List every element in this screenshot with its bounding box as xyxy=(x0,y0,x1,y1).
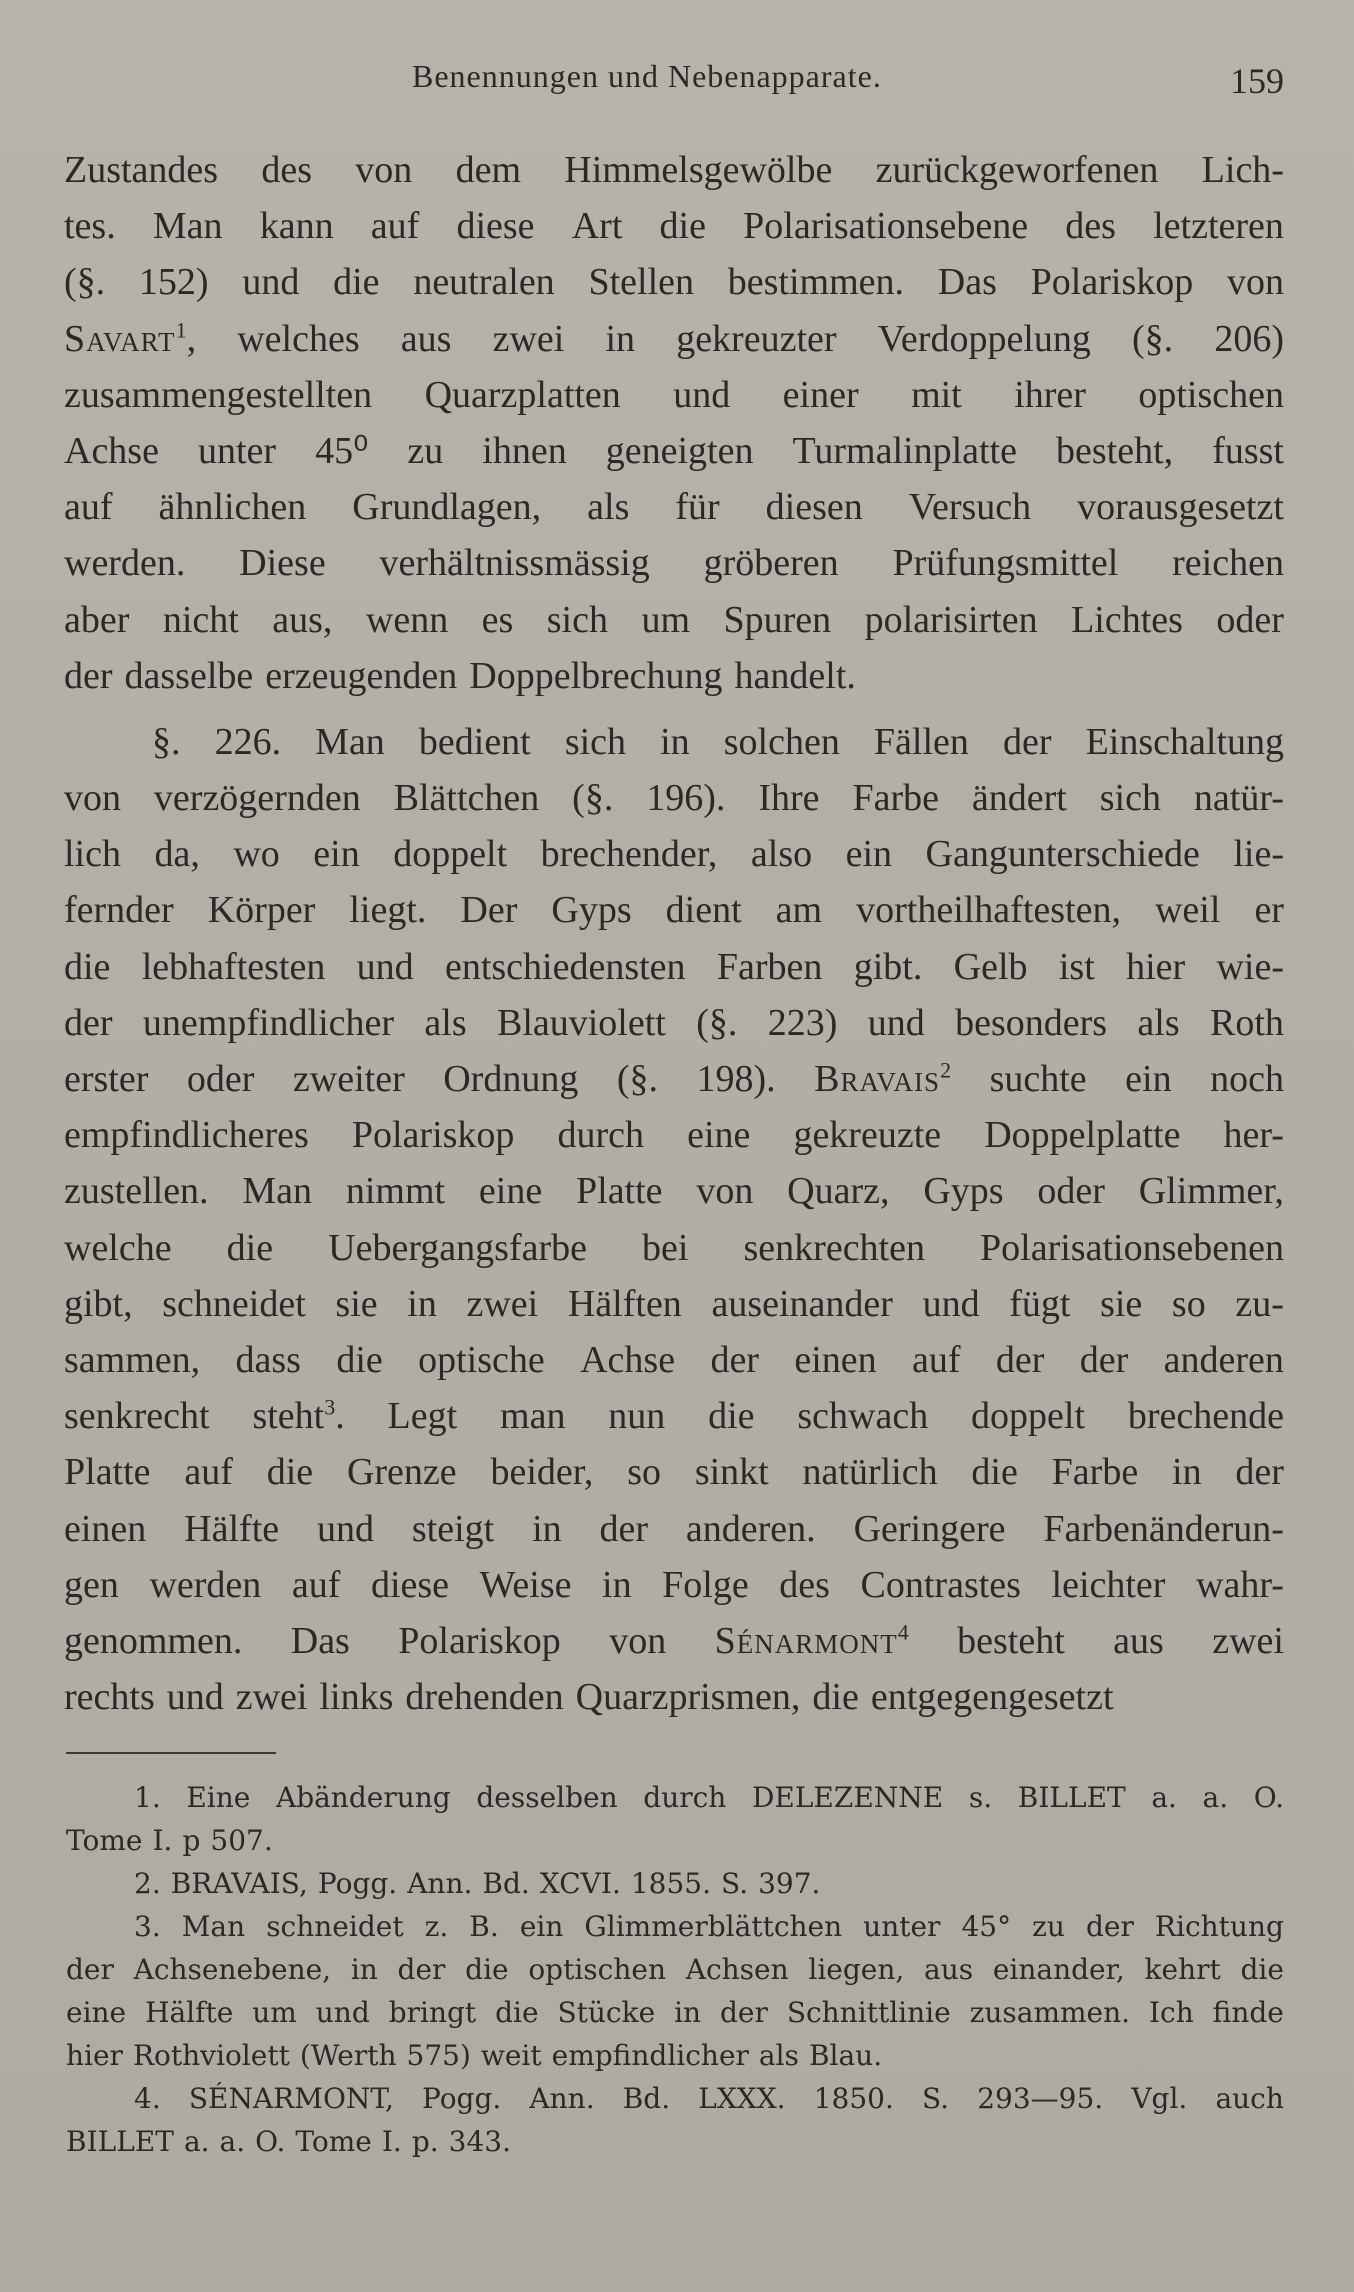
text-line: genommen. Das Polariskop von Sénarmont$^4$ besteht aus zwei xyxy=(64,1613,1284,1669)
footnote-ref: 2 xyxy=(940,1057,952,1083)
footnote-line: 1. Eine Abänderung desselben durch DELEZENNE s. BILLET a. a. O. xyxy=(134,1781,1284,1814)
text-line: Achse unter 45⁰ zu ihnen geneigten Turmalinplatte besteht, fusst xyxy=(64,429,1284,472)
footnotes xyxy=(66,1776,1284,2163)
text-line: rechts und zwei links drehenden Quarzprismen, die entgegengesetzt xyxy=(64,1676,1114,1719)
text-line: auf ähnlichen Grundlagen, als für diesen Versuch vorausgesetzt xyxy=(64,486,1284,529)
text-line: lich da, wo ein doppelt brechender, also ein Gangunterschiede lie- xyxy=(64,833,1284,876)
text-line: Savart$^1$, welches aus zwei in gekreuzter Verdoppelung (§. 206) xyxy=(64,311,1284,367)
text-line: empfindlicheres Polariskop durch eine gekreuzte Doppelplatte her- xyxy=(64,1114,1284,1157)
author-name: Bravais$^2$ xyxy=(814,1057,952,1100)
text-line: Platte auf die Grenze beider, so sinkt natürlich die Farbe in der xyxy=(64,1451,1284,1494)
text-line: erster oder zweiter Ordnung (§. 198). Bravais$^2$ suchte ein noch xyxy=(64,1051,1284,1107)
page-number: 159 xyxy=(1230,61,1284,101)
text-line: welche die Uebergangsfarbe bei senkrechten Polarisationsebenen xyxy=(64,1226,1284,1269)
text-line: gibt, schneidet sie in zwei Hälften auseinander und fügt sie so zu- xyxy=(64,1282,1284,1325)
footnote-line: der Achsenebene, in der die optischen Achsen liegen, aus einander, kehrt die xyxy=(66,1953,1284,1986)
footnote-line: 3. Man schneidet z. B. ein Glimmerblättchen unter 45° zu der Richtung xyxy=(134,1910,1284,1943)
text-line: fernder Körper liegt. Der Gyps dient am vortheilhaftesten, weil er xyxy=(64,889,1284,932)
main-text xyxy=(64,142,1284,1725)
footnote-ref: 3 xyxy=(324,1394,336,1420)
text-line: Zustandes des von dem Himmelsgewölbe zurückgeworfenen Lich- xyxy=(64,149,1284,191)
text-line: werden. Diese verhältnissmässig gröberen Prüfungsmittel reichen xyxy=(64,542,1284,585)
footnote-line: 2. BRAVAIS, Pogg. Ann. Bd. XCVI. 1855. S. 397. xyxy=(134,1867,821,1900)
text-line: zusammengestellten Quarzplatten und einer mit ihrer optischen xyxy=(64,373,1284,416)
author-name: Sénarmont$^4$ xyxy=(714,1619,909,1662)
footnote-ref: 1 xyxy=(175,316,187,342)
footnote-line: hier Rothviolett (Werth 575) weit empfindlicher als Blau. xyxy=(66,2039,883,2072)
text-line: von verzögernden Blättchen (§. 196). Ihre Farbe ändert sich natür- xyxy=(64,777,1284,820)
footnote-line: Tome I. p 507. xyxy=(66,1824,273,1857)
text-line: (§. 152) und die neutralen Stellen bestimmen. Das Polariskop von xyxy=(64,261,1284,304)
text-line: der dasselbe erzeugenden Doppelbrechung handelt. xyxy=(64,654,856,697)
footnote-divider xyxy=(66,1752,276,1754)
section-heading-line: §. 226. Man bedient sich in solchen Fällen der Einschaltung xyxy=(152,720,1284,763)
text-line: einen Hälfte und steigt in der anderen. Geringere Farbenänderun- xyxy=(64,1507,1284,1550)
footnote-line: BILLET a. a. O. Tome I. p. 343. xyxy=(66,2125,511,2158)
text-line: zustellen. Man nimmt eine Platte von Quarz, Gyps oder Glimmer, xyxy=(64,1170,1284,1213)
page-header xyxy=(66,58,1284,108)
author-name: Savart$^1$, xyxy=(64,316,197,360)
text-line: die lebhaftesten und entschiedensten Farben gibt. Gelb ist hier wie- xyxy=(64,945,1284,988)
running-head: Benennungen und Nebenapparate. xyxy=(412,58,882,94)
footnote-line: 4. SÉNARMONT, Pogg. Ann. Bd. LXXX. 1850. S. 293—95. Vgl. auch xyxy=(134,2082,1284,2115)
footnote-ref: 4 xyxy=(897,1619,909,1645)
footnote-line: eine Hälfte um und bringt die Stücke in der Schnittlinie zusammen. Ich finde xyxy=(66,1996,1284,2029)
text-line: senkrecht steht$^3$. Legt man nun die schwach doppelt brechende xyxy=(64,1394,1284,1438)
text-line: tes. Man kann auf diese Art die Polarisationsebene des letzteren xyxy=(64,205,1284,248)
text-line: sammen, dass die optische Achse der einen auf der der anderen xyxy=(64,1338,1284,1381)
text-line: gen werden auf diese Weise in Folge des Contrastes leichter wahr- xyxy=(64,1563,1284,1606)
text-line: der unempfindlicher als Blauviolett (§. 223) und besonders als Roth xyxy=(64,1001,1284,1044)
text-line: aber nicht aus, wenn es sich um Spuren polarisirten Lichtes oder xyxy=(64,598,1284,641)
